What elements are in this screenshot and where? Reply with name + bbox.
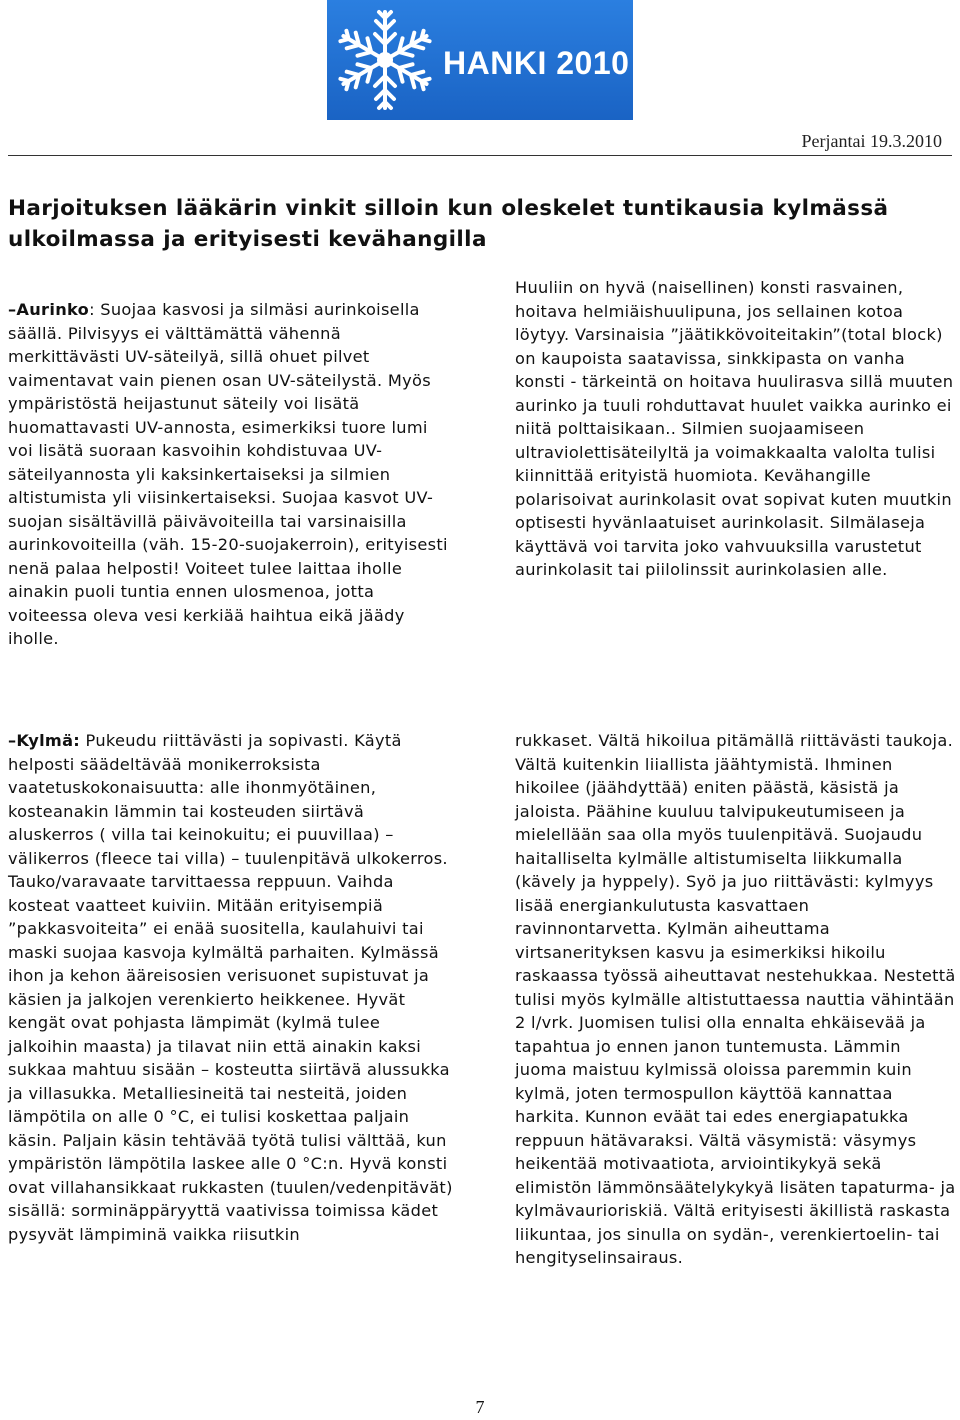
logo-text: HANKI 2010 — [443, 45, 630, 81]
sun-text-left: : Suojaa kasvosi ja silmäsi aurinkoisella säällä. Pilvisyys ei välttämättä vähennä merkittävästi UV-säteilyä, sillä ohuet pilvet vaimentavat vain pienen osan UV-säteilystä. Myös ympäristöstä heijastunut säteily voi lisätä huomattavasti UV-annosta, esimerkiksi tuore lumi voi lisätä suoraan kasvoihin kohdistuvaa UV-säteilyannosta yli kaksinkertaiseksi ja silmien altistumista yli viisinkertaiseksi. Suojaa kasvot UV-suojan sisältävillä päivävoiteilla tai varsinaisilla aurinkovoiteilla (väh. 15-20-suojakerroin), erityisesti nenä palaa helposti! Voiteet tulee laittaa iholle ainakin puoli tuntia ennen ulosmenoa, jotta voiteessa oleva vesi kerkiää haihtua eikä jäädy iholle. — [8, 300, 448, 648]
cold-text-left: Pukeudu riittävästi ja sopivasti. Käytä helposti säädeltävää monikerroksista vaatetuskokonaisuutta: alle ihonmyötäinen, kosteanakin lämmin tai kosteuden siirtävä aluskerros ( villa tai keinokuitu; ei puuvillaa) – välikerros (fleece tai villa) – tuulenpitävä ulkokerros. Tauko/varavaate tarvittaessa reppuun. Vaihda kosteat vaatteet kuiviin. Mitään erityisempiä ”pakkasvoiteita” ei enää suositella, kaulahuivi tai maski suojaa kasvoja kylmältä parhaiten. Kylmässä ihon ja kehon ääreisosien verisuonet supistuvat ja käsien ja jalkojen verenkierto heikkenee. Hyvät kengät ovat pohjasta lämpimät (kylmä tulee jalkoihin maasta) ja tilavat niin että ainakin kaksi sukkaa mahtuu sisään – kosteutta siirtävä alussukka ja villasukka. Metalliesineitä tai nesteitä, joiden lämpötila on alle 0 °C, ei tulisi koskettaa paljain käsin. Paljain käsin tehtävää työtä tulisi välttää, kun ympäristön lämpötila laskee alle 0 °C:n. Hyvä konsti ovat villahansikkaat rukkasten (tuulen/vedenpitävät) sisällä: sorminäppäryyttä vaativissa toimissa kädet pysyvät lämpiminä vaikka riisutkin — [8, 731, 453, 1244]
hanki-2010-logo — [327, 0, 633, 120]
cold-heading: Kylmä: — [16, 731, 81, 750]
cold-section-left — [8, 729, 453, 1246]
header-divider — [8, 155, 952, 156]
sun-heading: Aurinko — [16, 300, 90, 319]
cold-section-right: rukkaset. Vältä hikoilua pitämällä riittävästi taukoja. Vältä kuitenkin liiallista jäähtymistä. Ihminen hikoilee (jäähdyttää) eniten päästä, käsistä ja jaloista. Päähine kuuluu talvipukeutumiseen ja mielellään saa olla myös tuulenpitävä. Suojaudu haitalliselta kylmälle altistumiselta liikkumalla (kävely ja hyppely). Syö ja juo riittävästi: kylmyys lisää energiankulutusta kasvattaen ravinnontarvetta. Kylmän aiheuttama virtsanerityksen kasvu ja esimerkiksi hikoilu raskaassa työssä aiheuttavat nestehukkaa. Nestettä tulisi myös kylmälle altistuttaessa nauttia vähintään 2 l/vrk. Juomisen tulisi olla ennalta ehkäisevää ja tapahtua jo ennen janon tuntemusta. Lämmin juoma maistuu kylmissä oloissa paremmin kuin kylmä, joten termospullon käyttöä kannattaa harkita. Kunnon eväät tai edes energiapatukka reppuun hätävaraksi. Vältä väsymistä: väsymys heikentää motivaatiota, arviointikykyä sekä elimistön lämmönsäätelykykyä lisäten tapaturma- ja kylmävaurioriskiä. Vältä erityisesti äkillistä raskasta liikuntaa, jos sinulla on sydän-, verenkiertoelin- tai hengityselinsairaus. — [515, 731, 956, 1267]
page-title: Harjoituksen lääkärin vinkit silloin kun oleskelet tuntikausia kylmässä ulkoilmassa ja erityisesti kevähangilla — [8, 196, 889, 252]
sun-section-left — [8, 298, 453, 651]
sun-section-right: Huuliin on hyvä (naisellinen) konsti rasvainen, hoitava helmiäishuulipuna, jos sellainen kotoa löytyy. Varsinaisia ”jäätikkövoiteitakin”(total block) on kaupoista saatavissa, sinkkipasta on vanha konsti - tärkeintä on hoitava huulirasva sillä muuten aurinko ja tuuli rohduttavat huulet vaikka aurinko ei niitä polttaisikaan.. Silmien suojaamiseen ultraviolettisäteilyltä ja voimakkaalta valolta tulisi kiinnittää erityistä huomiota. Kevähangille polarisoivat aurinkolasit ovat sopivat kuten muutkin optisesti hyvänlaatuiset aurinkolasit. Silmälaseja käyttävä voi tarvita joko vahvuuksilla varustetut aurinkolasit tai piilolinssit aurinkolasien alle. — [515, 278, 954, 579]
header-date: Perjantai 19.3.2010 — [801, 131, 942, 151]
sun-dash: – — [8, 300, 17, 319]
page-number: 7 — [475, 1397, 485, 1417]
cold-dash: – — [8, 731, 17, 750]
